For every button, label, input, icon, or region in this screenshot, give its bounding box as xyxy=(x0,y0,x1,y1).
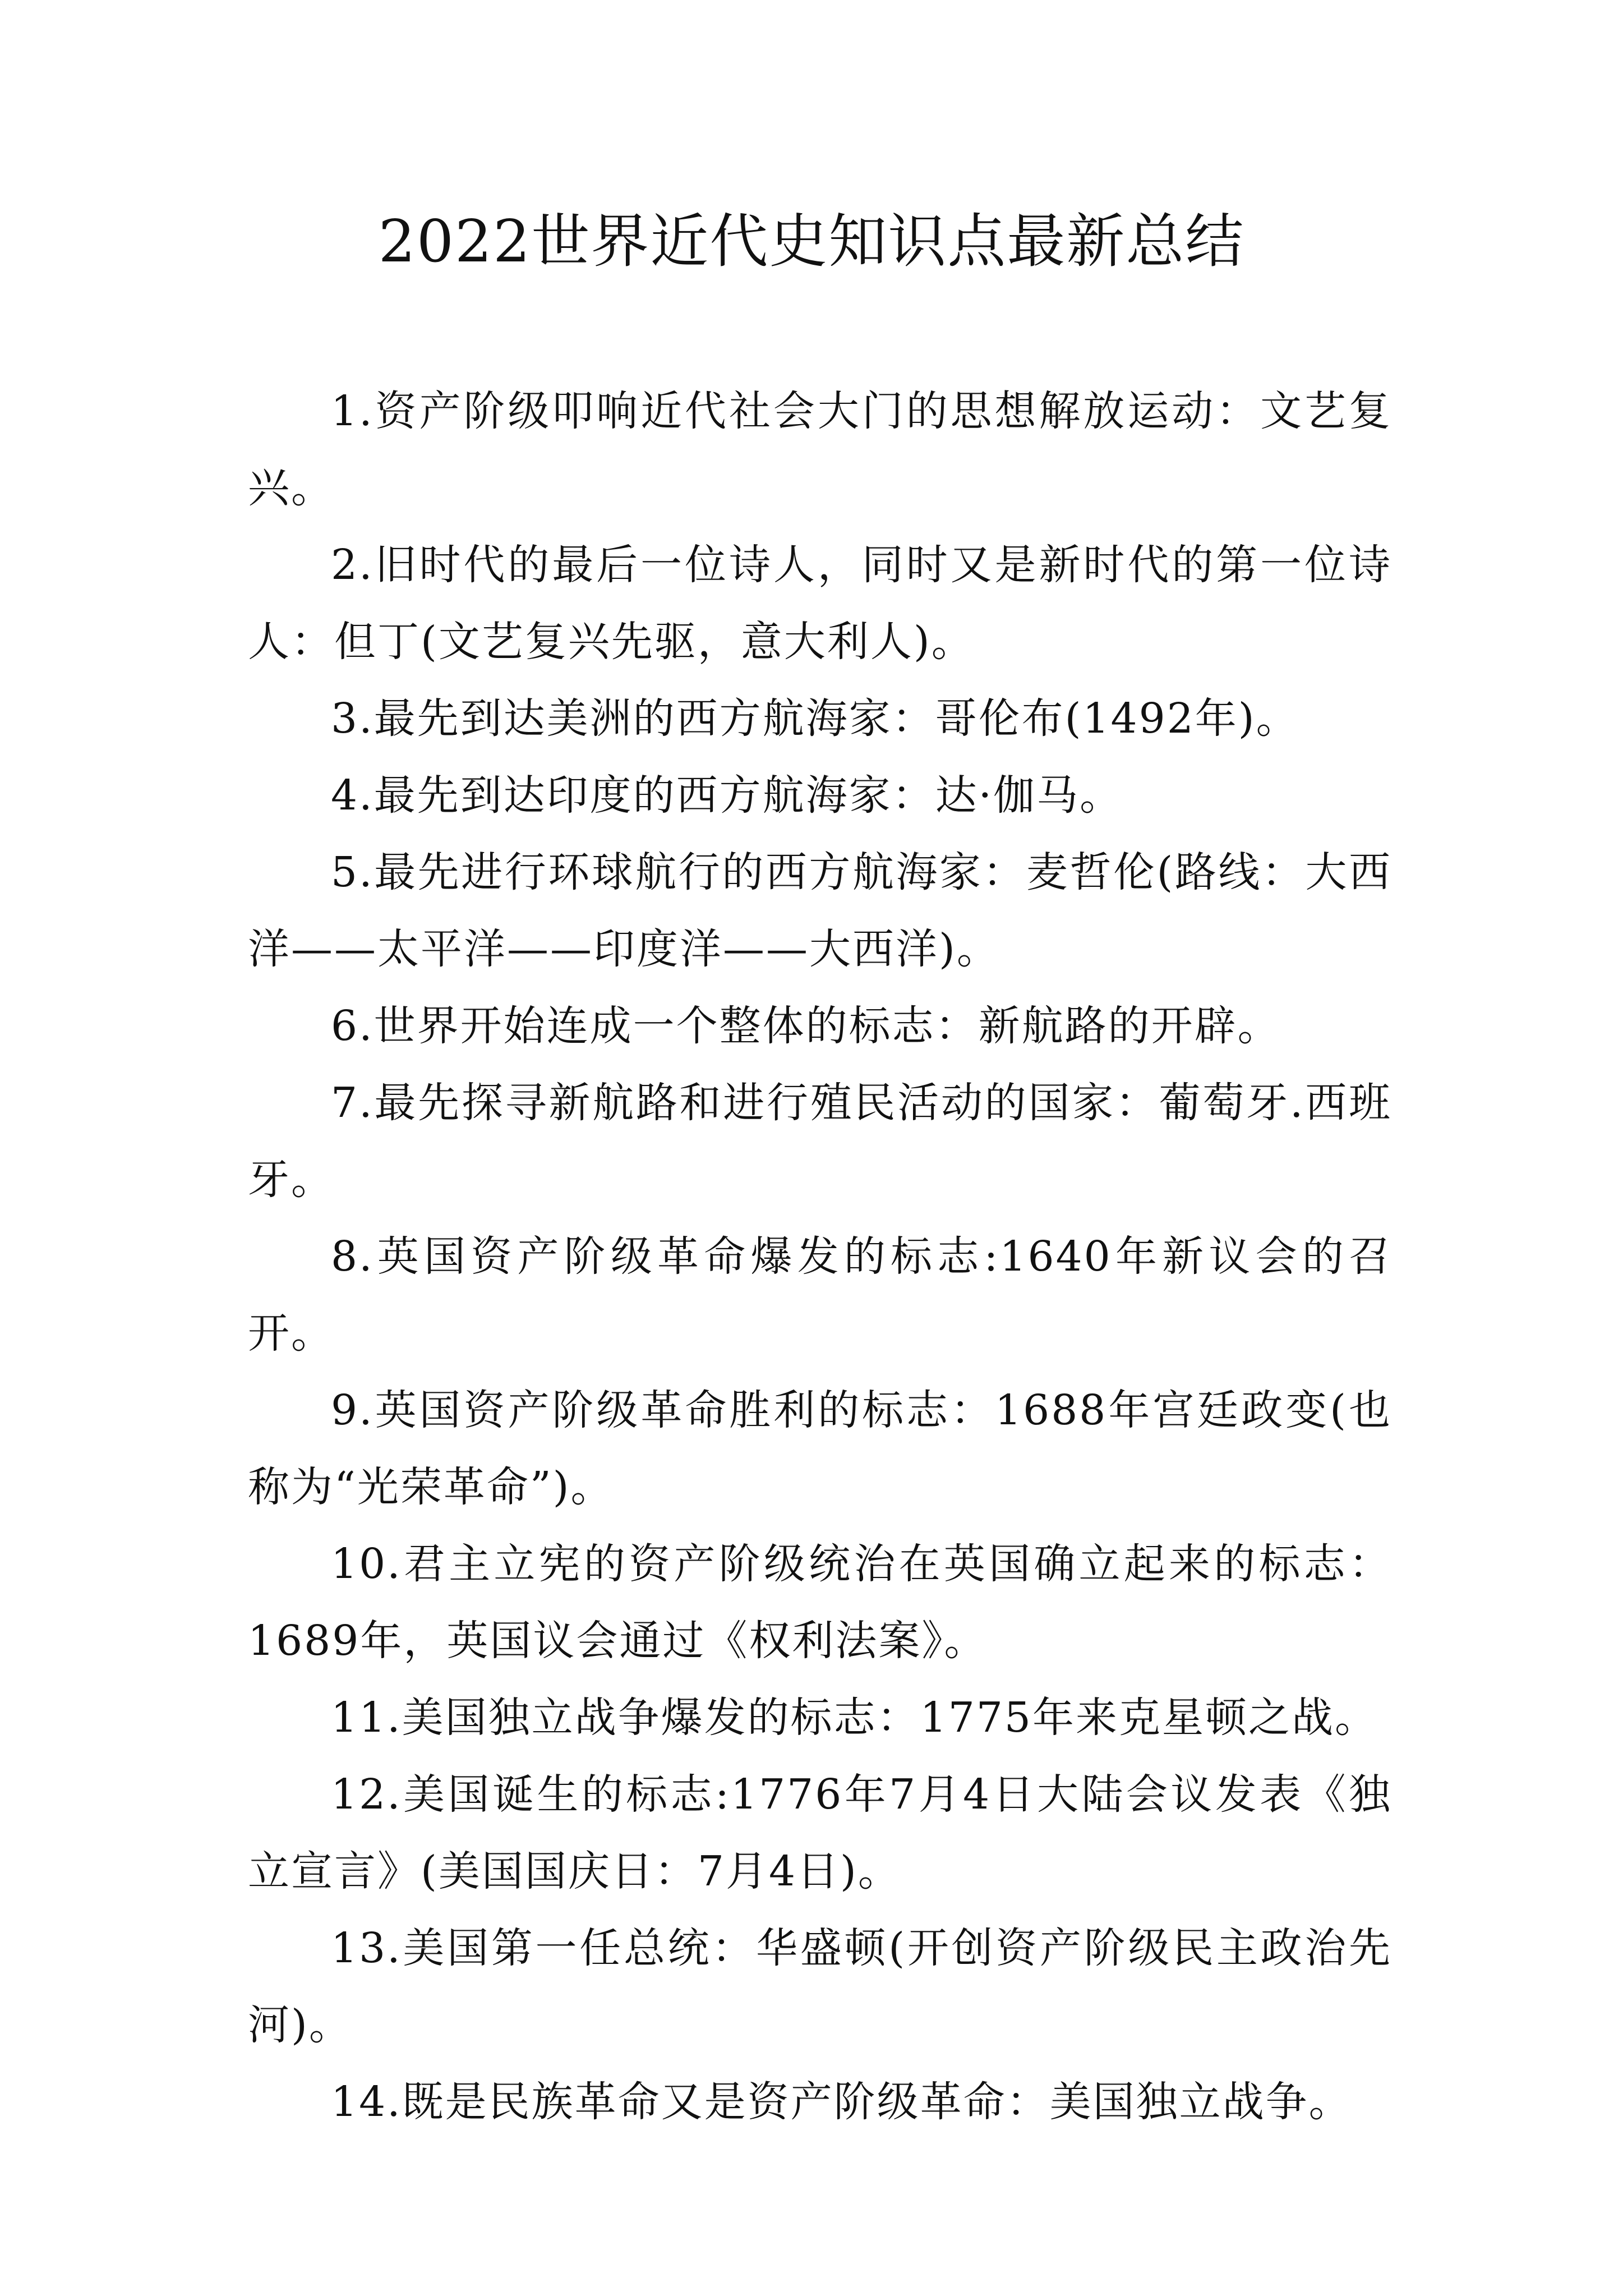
list-item: 4.最先到达印度的西方航海家：达·伽马。 xyxy=(331,771,1123,820)
list-item: 14.既是民族革命又是资产阶级革命：美国独立战争。 xyxy=(331,2078,1352,2126)
list-item: 3.最先到达美洲的西方航海家：哥伦布(1492年)。 xyxy=(331,694,1299,743)
list-item: 8.英国资产阶级革命爆发的标志:1640年新议会的召开。 xyxy=(248,1232,1392,1358)
list-item: 12.美国诞生的标志:1776年7月4日大陆会议发表《独立宣言》(美国国庆日：7月4日)。 xyxy=(248,1770,1392,1895)
list-item: 9.英国资产阶级革命胜利的标志：1688年宫廷政变(也称为“光荣革命”)。 xyxy=(248,1386,1392,1511)
list-item: 11.美国独立战争爆发的标志：1775年来克星顿之战。 xyxy=(331,1694,1378,1742)
document-title: 2022世界近代史知识点最新总结 xyxy=(378,207,1245,275)
document-body xyxy=(248,373,1392,2141)
list-item: 2.旧时代的最后一位诗人，同时又是新时代的第一位诗人：但丁(文艺复兴先驱，意大利人)。 xyxy=(248,541,1392,666)
list-item: 6.世界开始连成一个整体的标志：新航路的开辟。 xyxy=(331,1002,1281,1050)
list-item: 10.君主立宪的资产阶级统治在英国确立起来的标志：1689年，英国议会通过《权利法案》。 xyxy=(248,1540,1392,1665)
list-item: 13.美国第一任总统：华盛顿(开创资产阶级民主政治先河)。 xyxy=(248,1924,1392,2049)
list-item: 5.最先进行环球航行的西方航海家：麦哲伦(路线：大西洋——太平洋——印度洋——大西洋)。 xyxy=(248,848,1392,973)
list-item: 7.最先探寻新航路和进行殖民活动的国家：葡萄牙.西班牙。 xyxy=(248,1079,1392,1204)
list-item: 1.资产阶级叩响近代社会大门的思想解放运动：文艺复兴。 xyxy=(248,387,1392,512)
